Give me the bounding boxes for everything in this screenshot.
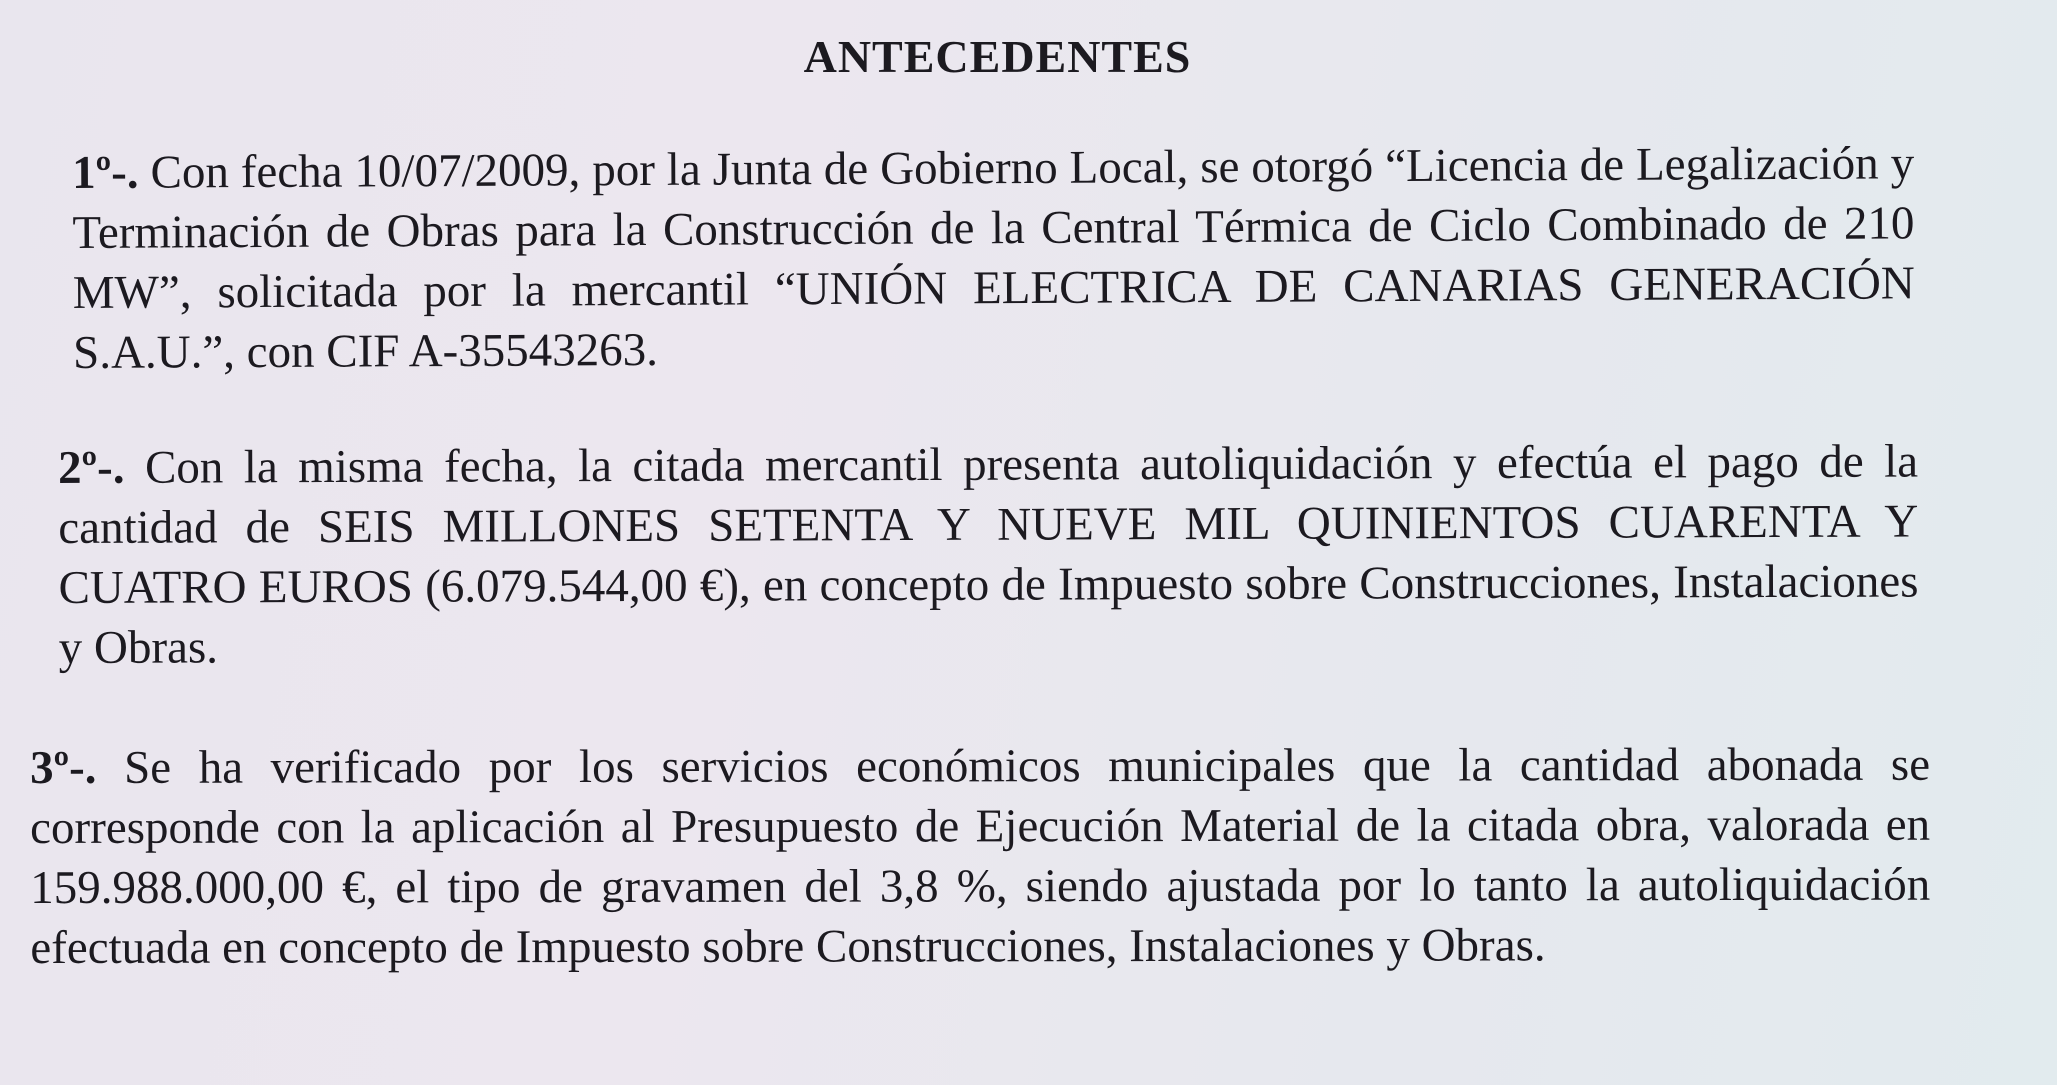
- paragraph-3: [30, 735, 1930, 978]
- paragraph-text: Se ha verificado por los servicios económicos municipales que la cantidad abonada se corresponde con la aplicación al Presupuesto de Ejecución Material de la citada obra, valorada en 159.988.000,00 €, el tipo de gravamen del 3,8 %, siendo ajustada por lo tanto la autoliquidación efectuada en concepto de Impuesto sobre Construcciones, Instalaciones y Obras.: [30, 738, 1931, 974]
- paragraph-1: [72, 133, 1915, 383]
- page-title: ANTECEDENTES: [803, 31, 1192, 82]
- paragraph-number: 3º-.: [30, 741, 97, 794]
- paragraph-text: Con la misma fecha, la citada mercantil presenta autoliquidación y efectúa el pago de la cantidad de SEIS MILLONES SETENTA Y NUEVE MIL QUINIENTOS CUARENTA Y CUATRO EUROS (6.079.544,00 €), en concepto de Impuesto sobre Construcciones, Instalaciones y Obras.: [58, 435, 1919, 674]
- paragraph-2: [58, 432, 1919, 678]
- paragraph-number: 1º-.: [72, 146, 139, 199]
- paragraph-number: 2º-.: [58, 441, 125, 494]
- paragraph-text: Con fecha 10/07/2009, por la Junta de Gobierno Local, se otorgó “Licencia de Legalización y Terminación de Obras para la Construcción de la Central Térmica de Ciclo Combinado de 210 MW”, solicitada por la mercantil “UNIÓN ELECTRICA DE CANARIAS GENERACIÓN S.A.U.”, con CIF A-35543263.: [72, 137, 1915, 379]
